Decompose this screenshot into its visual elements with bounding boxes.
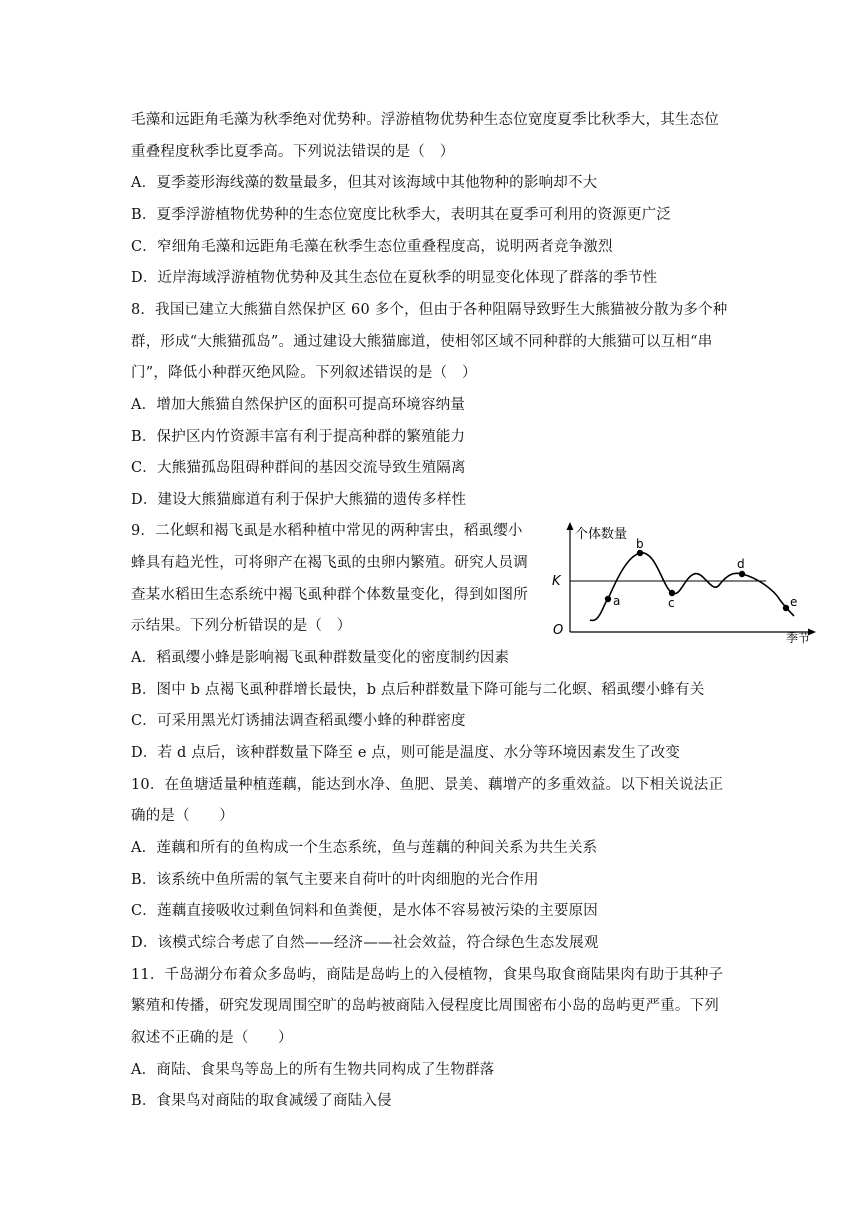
text-line: 群，形成“大熊猫孤岛”。通过建设大熊猫廊道，使相邻区域不同种群的大熊猫可以互相“串 — [131, 333, 713, 350]
text-line: 9．二化螟和褐飞虱是水稻种植中常见的两种害虫，稻虱缨小 — [131, 523, 523, 540]
text-line: 查某水稻田生态系统中褐飞虱种群个体数量变化，得到如图所 — [131, 586, 528, 603]
text-line: B．图中 b 点褐飞虱种群增长最快，b 点后种群数量下降可能与二化螟、稻虱缨小蜂有关 — [131, 681, 705, 698]
text-line: 繁殖和传播，研究发现周围空旷的岛屿被商陆入侵程度比周围密布小岛的岛屿更严重。下列 — [131, 998, 719, 1015]
text-line: A．增加大熊猫自然保护区的面积可提高环境容纳量 — [131, 396, 466, 413]
text-line: 8．我国已建立大熊猫自然保护区 60 多个，但由于各种阻隔导致野生大熊猫被分散为多个种 — [131, 301, 728, 318]
point-a-label: a — [613, 594, 621, 608]
population-curve — [590, 553, 794, 621]
point-d-marker — [739, 571, 745, 577]
text-line: B．该系统中鱼所需的氧气主要来自荷叶的叶肉细胞的光合作用 — [131, 871, 539, 888]
text-line: D．该模式综合考虑了自然——经济——社会效益，符合绿色生态发展观 — [131, 934, 599, 951]
text-line: D．若 d 点后，该种群数量下降至 e 点，则可能是温度、水分等环境因素发生了改变 — [131, 745, 681, 761]
text-line: 叙述不正确的是（ ） — [131, 1029, 293, 1046]
population-curve-figure — [548, 516, 818, 646]
text-line: C．莲藕直接吸收过剩鱼饲料和鱼粪便，是水体不容易被污染的主要原因 — [131, 903, 598, 920]
origin-label: O — [553, 623, 564, 638]
text-line: C．大熊猫孤岛阻碍种群间的基因交流导致生殖隔离 — [131, 460, 466, 477]
text-line: 蜂具有趋光性，可将卵产在褐飞虱的虫卵内繁殖。研究人员调 — [131, 555, 528, 572]
text-line: 毛藻和远距角毛藻为秋季绝对优势种。浮游植物优势种生态位宽度夏季比秋季大，其生态位 — [131, 112, 719, 128]
point-e-label: e — [790, 595, 798, 609]
text-line: B．夏季浮游植物优势种的生态位宽度比秋季大，表明其在夏季可利用的资源更广泛 — [131, 206, 672, 223]
y-axis-label: 个体数量 — [575, 527, 628, 542]
point-a-marker — [605, 596, 611, 602]
text-line: B．食果鸟对商陆的取食减缓了商陆入侵 — [131, 1093, 392, 1110]
text-line: 确的是（ ） — [131, 808, 234, 825]
text-line: C．可采用黑光灯诱捕法调查稻虱缨小蜂的种群密度 — [131, 713, 466, 730]
text-line: B．保护区内竹资源丰富有利于提高种群的繁殖能力 — [131, 428, 466, 445]
x-axis-label: 季节 — [786, 631, 811, 645]
text-line: D．建设大熊猫廊道有利于保护大熊猫的遗传多样性 — [131, 491, 467, 508]
text-line: 10．在鱼塘适量种植莲藕，能达到水净、鱼肥、景美、藕增产的多重效益。以下相关说法正 — [131, 776, 724, 793]
point-b-label: b — [636, 537, 644, 551]
point-d-label: d — [737, 557, 745, 571]
text-line: A．莲藕和所有的鱼构成一个生态系统，鱼与莲藕的种间关系为共生关系 — [131, 839, 598, 856]
text-line: 重叠程度秋季比夏季高。下列说法错误的是（ ） — [131, 143, 455, 160]
text-line: 示结果。下列分析错误的是（ ） — [131, 618, 352, 635]
text-line: D．近岸海域浮游植物优势种及其生态位在夏秋季的明显变化体现了群落的季节性 — [131, 270, 658, 287]
point-c-label: c — [668, 596, 675, 610]
text-line: 11．千岛湖分布着众多岛屿，商陆是岛屿上的入侵植物，食果鸟取食商陆果肉有助于其种子 — [131, 966, 724, 983]
text-line: 门”，降低小种群灭绝风险。下列叙述错误的是（ ） — [131, 365, 477, 382]
k-label: K — [552, 574, 561, 589]
text-line: C．窄细角毛藻和远距角毛藻在秋季生态位重叠程度高，说明两者竞争激烈 — [131, 238, 613, 255]
point-e-marker — [783, 605, 789, 611]
text-line: A．夏季菱形海线藻的数量最多，但其对该海域中其他物种的影响却不大 — [131, 175, 598, 192]
text-line: A．商陆、食果鸟等岛上的所有生物共同构成了生物群落 — [131, 1061, 495, 1078]
text-line: A．稻虱缨小蜂是影响褐飞虱种群数量变化的密度制约因素 — [131, 650, 510, 667]
y-axis-arrow — [567, 522, 574, 530]
